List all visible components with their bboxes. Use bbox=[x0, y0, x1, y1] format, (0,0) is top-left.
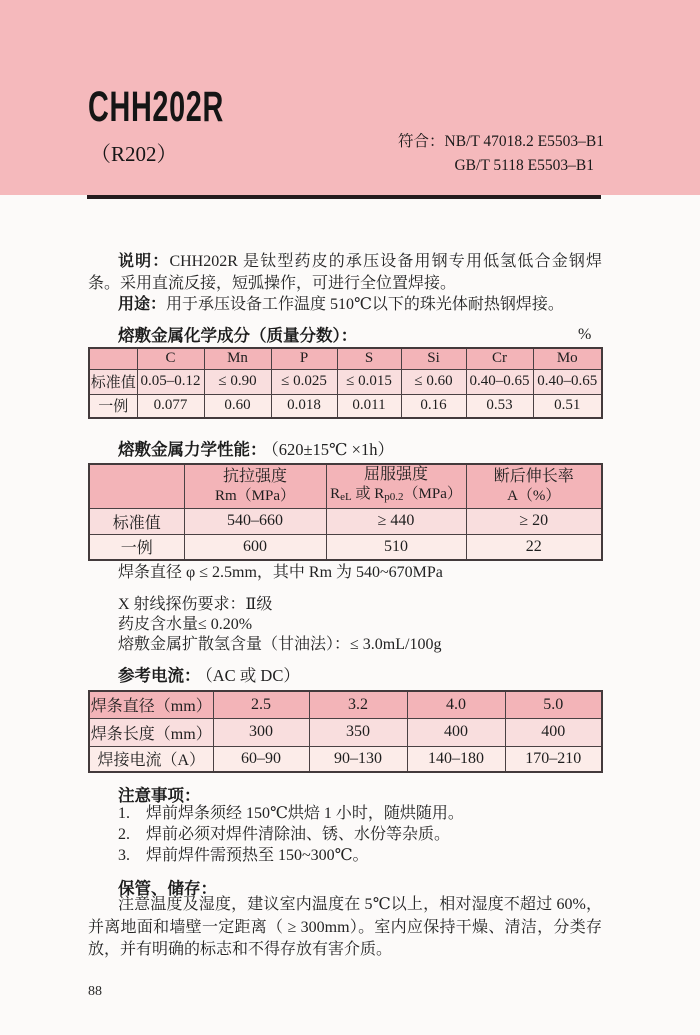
table-cell: 0.16 bbox=[401, 394, 466, 418]
compliance-block bbox=[398, 130, 604, 178]
description-label: 说明： bbox=[118, 253, 170, 270]
table-cell: ≥ 440 bbox=[326, 508, 466, 534]
column-header-line: A（%） bbox=[507, 487, 561, 504]
requirement-line: X 射线探伤要求：Ⅱ级 bbox=[118, 596, 273, 613]
compliance-label: 符合： bbox=[398, 133, 445, 150]
table-cell: Mo bbox=[533, 348, 602, 369]
table-cell: 0.011 bbox=[337, 394, 401, 418]
row-label: 焊接电流（A） bbox=[89, 746, 213, 772]
current-table bbox=[88, 690, 603, 773]
table-cell: 140–180 bbox=[407, 746, 505, 772]
table-cell: 0.51 bbox=[533, 394, 602, 418]
subscript-text: eL bbox=[340, 491, 352, 504]
row-label: 一例 bbox=[89, 534, 184, 560]
table-cell: 0.05–0.12 bbox=[137, 369, 204, 394]
table-cell: P bbox=[271, 348, 337, 369]
table-header-row bbox=[89, 464, 602, 508]
usage-text: 用于承压设备工作温度 510℃以下的珠光体耐热钢焊接。 bbox=[166, 296, 564, 313]
table-cell: 0.53 bbox=[466, 394, 533, 418]
storage-section-title: 保管、储存： bbox=[118, 880, 217, 898]
notes-section-title: 注意事项： bbox=[118, 787, 201, 805]
table-cell bbox=[184, 464, 326, 508]
product-subtitle: （R202） bbox=[90, 142, 178, 166]
table-cell: 0.40–0.65 bbox=[466, 369, 533, 394]
table-cell bbox=[326, 464, 466, 508]
table-cell: 90–130 bbox=[309, 746, 407, 772]
table-cell: 400 bbox=[505, 718, 602, 746]
column-header-line: 抗拉强度 bbox=[222, 467, 287, 485]
table-cell: Cr bbox=[466, 348, 533, 369]
note-text: 焊前焊件需预热至 150~300℃。 bbox=[146, 846, 369, 864]
product-title: CHH202R bbox=[88, 83, 224, 131]
requirement-line: 药皮含水量≤ 0.20% bbox=[118, 615, 253, 633]
description-paragraph bbox=[88, 251, 602, 294]
note-item bbox=[118, 825, 464, 846]
divider-rule bbox=[87, 195, 601, 199]
table-row bbox=[89, 746, 602, 772]
table-cell: 170–210 bbox=[505, 746, 602, 772]
table-cell: ≤ 0.90 bbox=[204, 369, 271, 394]
table-cell: 0.018 bbox=[271, 394, 337, 418]
table-cell: 5.0 bbox=[505, 691, 602, 718]
table-cell: 0.077 bbox=[137, 394, 204, 418]
row-label: 标准值 bbox=[89, 508, 184, 534]
usage-paragraph bbox=[88, 294, 602, 316]
row-label: 焊条直径（mm） bbox=[89, 691, 213, 718]
diameter-note: 焊条直径 φ ≤ 2.5mm，其中 Rm 为 540~670MPa bbox=[118, 564, 443, 581]
requirement-line: 熔敷金属扩散氢含量（甘油法）：≤ 3.0mL/100g bbox=[118, 635, 442, 653]
note-item bbox=[118, 804, 464, 825]
column-header-line: 屈服强度 bbox=[363, 466, 428, 484]
mechanical-section-title bbox=[118, 440, 394, 460]
chemical-section-title: 熔敷金属化学成分（质量分数）： bbox=[118, 327, 358, 345]
standard-line: GB/T 5118 E5503–B1 bbox=[454, 157, 594, 174]
table-cell: 3.2 bbox=[309, 691, 407, 718]
table-row bbox=[89, 394, 602, 418]
symbol-text: R bbox=[374, 486, 385, 503]
chemical-table bbox=[88, 347, 603, 419]
column-header-line: 断后伸长率 bbox=[493, 467, 574, 485]
usage-label: 用途： bbox=[118, 296, 167, 313]
table-cell: C bbox=[137, 348, 204, 369]
mechanical-title-label: 熔敷金属力学性能： bbox=[118, 441, 267, 459]
note-item bbox=[118, 846, 464, 867]
current-condition: （AC 或 DC） bbox=[204, 666, 300, 685]
table-row bbox=[89, 508, 602, 534]
standard-line: NB/T 47018.2 E5503–B1 bbox=[444, 133, 604, 150]
table-cell: Mn bbox=[204, 348, 271, 369]
requirements-block bbox=[118, 595, 441, 654]
table-cell: 300 bbox=[213, 718, 309, 746]
current-section-title bbox=[118, 666, 300, 686]
storage-paragraph: 注意温度及湿度，建议室内温度在 5℃以上，相对湿度不超过 60%，并离地面和墙壁一定距离（ ≥ 300mm）。室内应保持干燥、清洁，分类存放，并有明确的标志和不得存放有害介质。 bbox=[88, 896, 602, 959]
current-title-label: 参考电流： bbox=[118, 667, 201, 685]
table-cell: 400 bbox=[407, 718, 505, 746]
page-number: 88 bbox=[88, 984, 102, 999]
symbol-text: R bbox=[330, 486, 341, 503]
note-text: 焊前必须对焊件清除油、锈、水份等杂质。 bbox=[146, 825, 451, 843]
note-number: 1. bbox=[118, 805, 130, 822]
table-cell: 2.5 bbox=[213, 691, 309, 718]
table-cell: ≥ 20 bbox=[466, 508, 602, 534]
column-header-line: Rm（MPa） bbox=[214, 487, 295, 504]
subscript-text: p0.2 bbox=[384, 491, 404, 504]
symbol-text: 或 bbox=[351, 486, 375, 503]
note-text: 焊前焊条须经 150℃烘焙 1 小时，随烘随用。 bbox=[146, 805, 464, 822]
mechanical-condition: （620±15℃ ×1h） bbox=[270, 440, 394, 459]
mechanical-table bbox=[88, 463, 603, 561]
chemical-unit: % bbox=[578, 326, 592, 343]
symbol-text: （MPa） bbox=[403, 486, 462, 503]
intro-block bbox=[88, 251, 602, 316]
table-header-row bbox=[89, 348, 602, 369]
table-cell: 510 bbox=[326, 534, 466, 560]
table-cell: 22 bbox=[466, 534, 602, 560]
row-label: 标准值 bbox=[89, 369, 137, 394]
table-cell: 0.40–0.65 bbox=[533, 369, 602, 394]
notes-list bbox=[118, 804, 464, 866]
table-row bbox=[89, 718, 602, 746]
table-cell: 350 bbox=[309, 718, 407, 746]
table-cell: 0.60 bbox=[204, 394, 271, 418]
table-cell: 60–90 bbox=[213, 746, 309, 772]
table-cell: ≤ 0.025 bbox=[271, 369, 337, 394]
row-label: 一例 bbox=[89, 394, 137, 418]
table-cell: Si bbox=[401, 348, 466, 369]
table-cell bbox=[89, 348, 137, 369]
column-header-line bbox=[327, 485, 466, 507]
standards-list bbox=[445, 130, 604, 178]
table-cell: ≤ 0.015 bbox=[337, 369, 401, 394]
note-number: 3. bbox=[118, 846, 130, 864]
table-cell: 540–660 bbox=[184, 508, 326, 534]
table-row bbox=[89, 369, 602, 394]
note-number: 2. bbox=[118, 825, 130, 843]
table-header-row bbox=[89, 691, 602, 718]
table-cell bbox=[466, 464, 602, 508]
table-cell: 600 bbox=[184, 534, 326, 560]
table-cell bbox=[89, 464, 184, 508]
description-text: CHH202R 是钛型药皮的承压设备用钢专用低氢低合金钢焊条。采用直流反接，短弧操作，可进行全位置焊接。 bbox=[88, 253, 602, 292]
table-cell: S bbox=[337, 348, 401, 369]
table-cell: 4.0 bbox=[407, 691, 505, 718]
table-cell: ≤ 0.60 bbox=[401, 369, 466, 394]
row-label: 焊条长度（mm） bbox=[89, 718, 213, 746]
table-row bbox=[89, 534, 602, 560]
